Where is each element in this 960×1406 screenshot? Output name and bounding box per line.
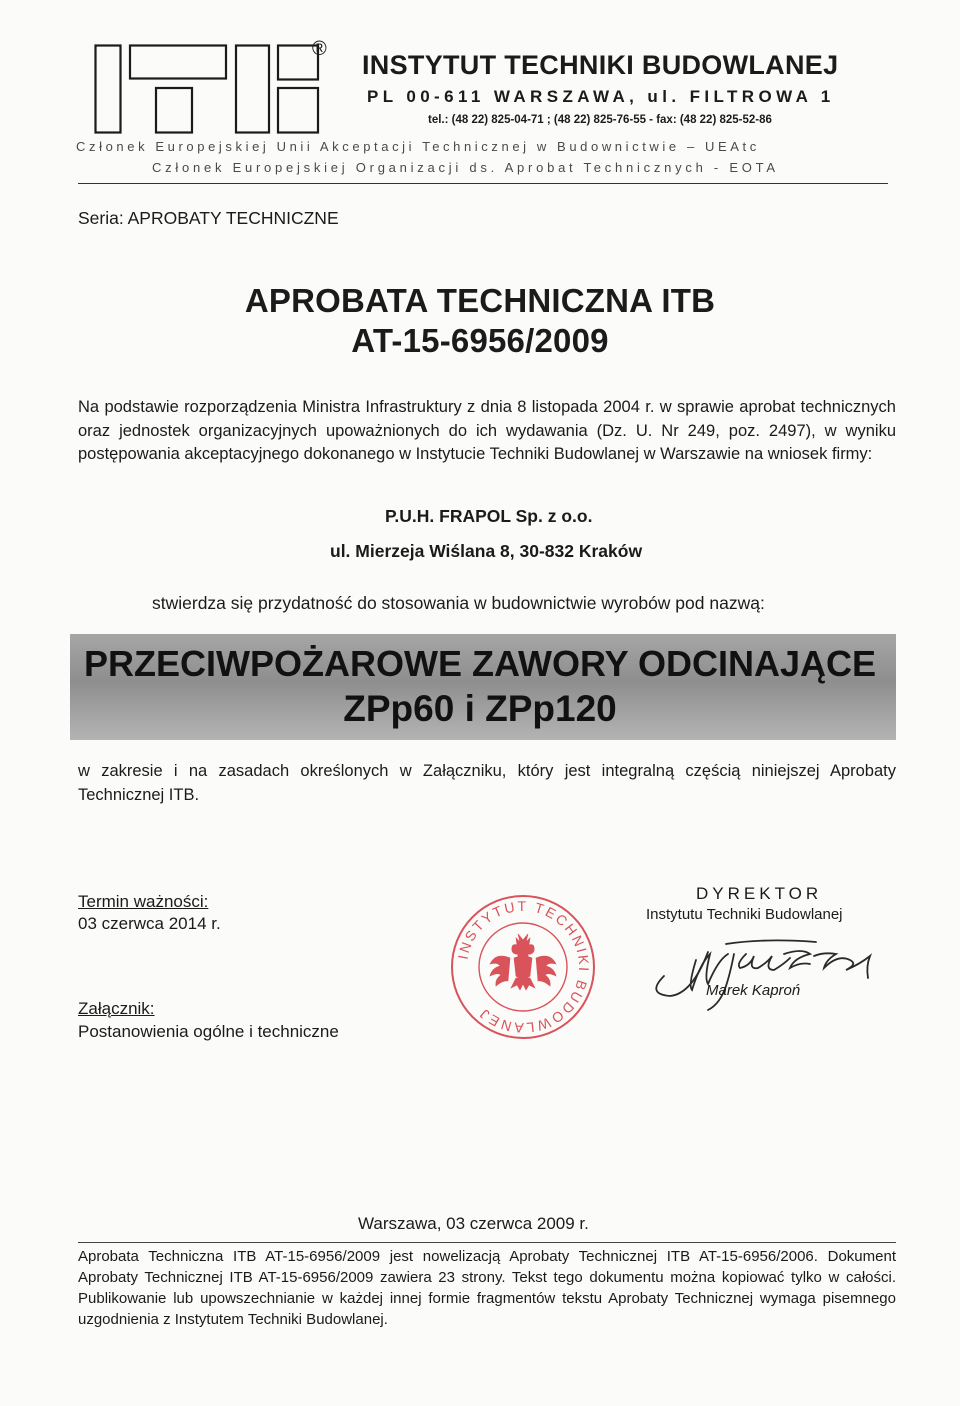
scope-paragraph: w zakresie i na zasadach określonych w Załączniku, który jest integralną częścią niniejszej Aprobaty Technicznej ITB. (78, 762, 896, 804)
director-name: Marek Kaproń (706, 982, 801, 999)
series-label: Seria: APROBATY TECHNICZNE (78, 208, 339, 228)
validity-date: 03 czerwca 2014 r. (78, 914, 221, 933)
document-title: APROBATA TECHNICZNA ITB (244, 282, 716, 319)
validity-label: Termin ważności: (78, 892, 209, 911)
official-stamp (448, 892, 598, 1042)
footer-divider (78, 1242, 896, 1243)
director-institute: Instytutu Techniki Budowlanej (646, 906, 843, 923)
eagle-emblem-icon (490, 934, 556, 990)
registered-mark: ® (312, 38, 327, 60)
director-title: DYREKTOR (696, 884, 823, 903)
product-name: PRZECIWPOŻAROWE ZAWORY ODCINAJĄCE (83, 643, 877, 684)
membership-eota: Członek Europejskiej Organizacji ds. Aprobat Technicznych - EOTA (152, 160, 779, 175)
stamp-ring-text: INSTYTUT TECHNIKI BUDOWLANEJ (454, 897, 593, 1037)
annex-label: Załącznik: (78, 999, 155, 1018)
handwritten-signature-icon (634, 924, 904, 1014)
institute-name: INSTYTUT TECHNIKI BUDOWLANEJ (362, 50, 839, 80)
footer-note: Aprobata Techniczna ITB AT-15-6956/2009 jest nowelizacją Aprobaty Technicznej ITB AT-15-6956/2006. Dokument Aprobaty Technicznej ITB AT-15-6956/2009 zawiera 23 strony. Tekst tego dokumentu można kopiować tylko w całości. Publikowanie lub upowszechnianie w każdej innej formie fragmentów tekstu Aprobaty Technicznej wymaga pisemnego uzgodnienia z Instytutem Techniki Budowlanej. (78, 1248, 896, 1328)
company-name: P.U.H. FRAPOL Sp. z o.o. (385, 506, 593, 526)
itb-logo-icon (94, 44, 322, 134)
intro-paragraph: Na podstawie rozporządzenia Ministra Infrastruktury z dnia 8 listopada 2004 r. w sprawie aprobat technicznych oraz jednostek organizacyjnych upoważnionych do ich wydawania (Dz. U. Nr 249, poz. 2497), w wyniku postępowania akceptacyjnego dokonanego w Instytucie Techniki Budowlanej w Warszawie na wniosek firmy: (78, 398, 896, 463)
membership-ueatc: Członek Europejskiej Unii Akceptacji Technicznej w Budownictwie – UEAtc (76, 139, 760, 154)
declaration-text: stwierdza się przydatność do stosowania w budownictwie wyrobów pod nazwą: (152, 593, 765, 613)
header-divider (78, 183, 888, 184)
company-address: ul. Mierzeja Wiślana 8, 30-832 Kraków (330, 541, 643, 561)
annex-description: Postanowienia ogólne i techniczne (78, 1022, 339, 1041)
place-and-date: Warszawa, 03 czerwca 2009 r. (358, 1214, 589, 1233)
institute-phone-fax: tel.: (48 22) 825-04-71 ; (48 22) 825-76-55 - fax: (48 22) 825-52-86 (428, 114, 772, 126)
product-models: ZPp60 i ZPp120 (343, 688, 617, 729)
institute-address: PL 00-611 WARSZAWA, ul. FILTROWA 1 (367, 87, 835, 106)
document-number: AT-15-6956/2009 (351, 322, 609, 359)
